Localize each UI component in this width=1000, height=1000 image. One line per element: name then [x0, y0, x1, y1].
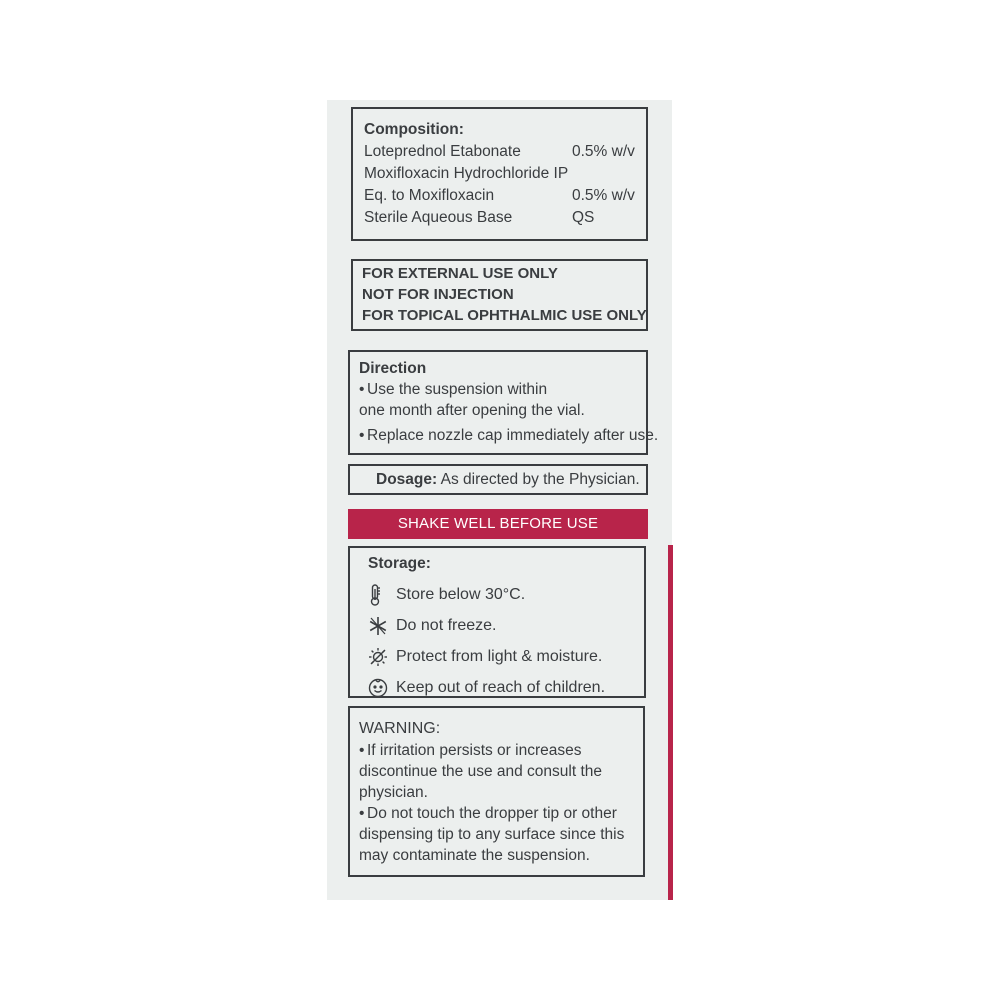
storage-text: Protect from light & moisture. — [396, 647, 603, 665]
warning-text: dispensing tip to any surface since this — [359, 826, 625, 843]
direction-text: one month after opening the vial. — [359, 402, 585, 419]
ingredient-value: 0.5% w/v — [572, 187, 635, 204]
bullet-dot: • — [359, 742, 365, 759]
composition-row — [364, 163, 646, 185]
ingredient-name: Loteprednol Etabonate — [364, 143, 521, 160]
direction-item — [359, 379, 646, 421]
caution-box — [351, 259, 648, 331]
warning-text: discontinue the use and consult the — [359, 763, 603, 780]
ingredient-name: Sterile Aqueous Base — [364, 209, 513, 226]
storage-text: Store below 30°C. — [396, 585, 526, 603]
warning-text: Do not touch the dropper tip or other — [367, 805, 617, 822]
ingredient-value: QS — [572, 209, 595, 226]
direction-title: Direction — [359, 360, 427, 377]
storage-item — [368, 579, 644, 610]
shake-banner: SHAKE WELL BEFORE USE — [348, 509, 648, 539]
composition-row — [364, 141, 646, 163]
storage-item — [368, 672, 644, 703]
bullet-dot: • — [359, 805, 365, 822]
direction-item — [359, 425, 659, 446]
warning-title: WARNING: — [359, 720, 441, 737]
storage-box — [348, 546, 646, 698]
child-face-icon — [368, 678, 396, 698]
warning-item — [359, 740, 643, 803]
caution-line: FOR EXTERNAL USE ONLY — [362, 265, 558, 282]
storage-text: Do not freeze. — [396, 616, 497, 634]
snowflake-icon — [368, 616, 396, 636]
dosage-text: As directed by the Physician. — [437, 471, 640, 488]
composition-box — [351, 107, 648, 241]
caution-line: NOT FOR INJECTION — [362, 286, 514, 303]
direction-text: Use the suspension within — [367, 381, 548, 398]
sun-icon — [368, 647, 396, 667]
accent-strip — [668, 545, 673, 900]
bullet-dot: • — [359, 427, 365, 444]
bullet-dot: • — [359, 381, 365, 398]
warning-text: If irritation persists or increases — [367, 742, 582, 759]
storage-title: Storage: — [368, 555, 431, 572]
storage-text: Keep out of reach of children. — [396, 678, 606, 696]
warning-box — [348, 706, 645, 877]
composition-row — [364, 207, 646, 229]
warning-text: may contaminate the suspension. — [359, 847, 590, 864]
storage-item — [368, 641, 644, 672]
composition-title: Composition: — [364, 121, 464, 138]
dosage-label: Dosage: — [376, 471, 438, 488]
warning-item — [359, 803, 643, 866]
ingredient-name: Eq. to Moxifloxacin — [364, 187, 495, 204]
direction-box — [348, 350, 659, 455]
composition-row — [364, 185, 646, 207]
storage-item — [368, 610, 644, 641]
direction-text: Replace nozzle cap immediately after use. — [367, 427, 659, 444]
thermometer-icon — [368, 584, 396, 606]
dosage-box — [348, 464, 648, 495]
ingredient-value: 0.5% w/v — [572, 143, 635, 160]
caution-line: FOR TOPICAL OPHTHALMIC USE ONLY — [362, 307, 647, 324]
ingredient-name: Moxifloxacin Hydrochloride IP — [364, 165, 569, 182]
warning-text: physician. — [359, 784, 428, 801]
